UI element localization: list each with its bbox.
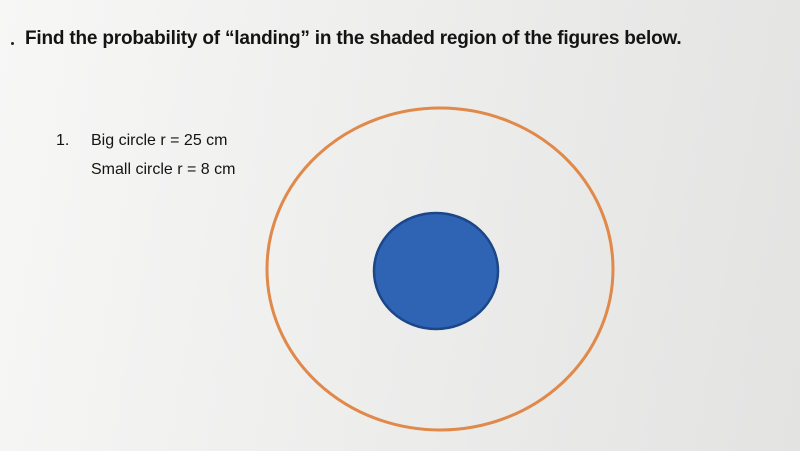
shaded-small-circle: [374, 213, 498, 329]
instruction-heading: Find the probability of “landing” in the shaded region of the figures below.: [25, 28, 682, 49]
big-circle-radius-label: Big circle r = 25 cm: [91, 132, 228, 149]
problem-number: 1.: [56, 132, 70, 149]
small-circle-radius-label: Small circle r = 8 cm: [91, 161, 236, 178]
